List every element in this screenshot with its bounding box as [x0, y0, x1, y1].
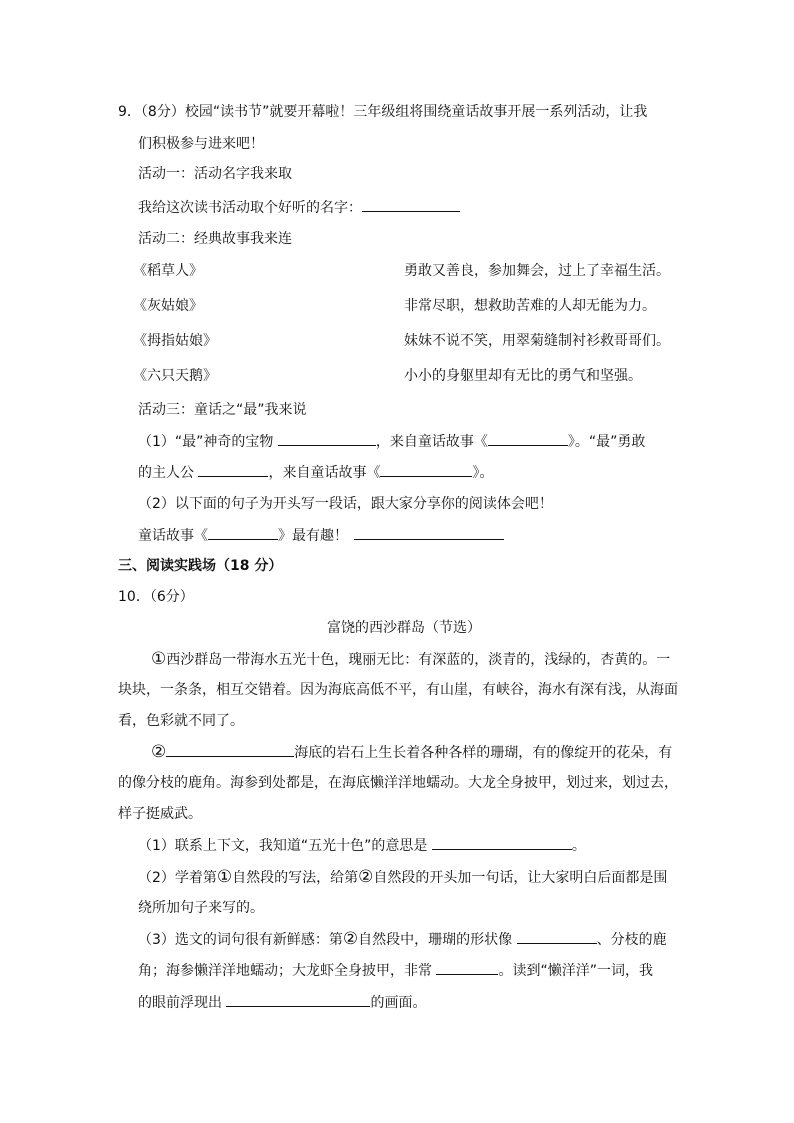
q10-sub2-line2: 绕所加句子来写的。 — [138, 900, 264, 916]
sub2-text-c: 自然段的开头加一句话，让大家明白后面都是围 — [373, 870, 668, 886]
para2-marker: ② — [151, 742, 167, 762]
book-title-4: 《六只天鹅》 — [133, 368, 217, 384]
fun-story-blank[interactable] — [208, 525, 278, 540]
q10-sub3-line1 — [138, 929, 667, 950]
q10-sub1 — [138, 835, 586, 856]
book-title-2: 《灰姑娘》 — [133, 298, 203, 314]
q10-sub3-line3 — [138, 992, 426, 1013]
sub3-text-e: 。读到“懒洋洋”一词，我 — [498, 963, 653, 979]
para2-opening-blank[interactable] — [166, 742, 294, 757]
sub2-text-b: 自然段的写法，给第 — [232, 870, 359, 886]
para1-text-l1: 西沙群岛一带海水五光十色，瑰丽无比：有深蓝的，淡青的，浅绿的，杏黄的。一 — [166, 652, 671, 668]
passage-title: 富饶的西沙群岛（节选） — [327, 620, 481, 636]
item2-text-b: 》最有趣！ — [278, 528, 348, 544]
item1-text-c: 》。“最”勇敢 — [567, 434, 646, 450]
q10-sub3-line2 — [138, 960, 653, 981]
activity3-title: 活动三：童话之“最”我来说 — [138, 402, 307, 418]
activity3-item2-answer — [138, 525, 504, 546]
fun-story-writing-blank[interactable] — [354, 525, 504, 540]
item1-text-f: 》。 — [472, 465, 494, 481]
hero-blank[interactable] — [198, 462, 268, 477]
sub3-marker: ② — [342, 929, 359, 949]
description-1: 勇敢又善良，参加舞会，过上了幸福生活。 — [404, 263, 670, 279]
description-4: 小小的身躯里却有无比的勇气和坚强。 — [404, 368, 642, 384]
section3-heading: 三、阅读实践场（18 分） — [118, 558, 283, 574]
passage-para1-line1 — [151, 649, 670, 670]
sub2-marker2: ② — [358, 867, 374, 887]
activity2-title: 活动二：经典故事我来连 — [138, 231, 292, 247]
activity1-prompt-text: 我给这次读书活动取个好听的名字： — [138, 200, 362, 216]
sub3-text-f: 的眼前浮现出 — [138, 995, 222, 1011]
scene-blank[interactable] — [226, 992, 370, 1007]
name-answer-blank[interactable] — [362, 197, 460, 212]
sub3-text-b: 自然段中，珊瑚的形状像 — [358, 932, 513, 948]
sub3-text-d: 角；海参懒洋洋地蠕动；大龙虾全身披甲，非常 — [138, 963, 432, 979]
passage-para1-line3: 看，色彩就不同了。 — [118, 713, 244, 729]
description-3: 妹妹不说不笑，用翠菊缝制衬衫救哥哥们。 — [404, 333, 670, 349]
item1-text-d: 的主人公 — [138, 465, 194, 481]
activity3-item2: （2）以下面的句子为开头写一段话，跟大家分享你的阅读体会吧！ — [138, 496, 553, 512]
q10-sub2-line1 — [138, 867, 667, 888]
hero-story-blank[interactable] — [380, 462, 472, 477]
q9-intro-line2: 们积极参与进来吧！ — [138, 136, 264, 152]
activity3-item1-line2 — [138, 462, 493, 483]
passage-para2-line1 — [151, 742, 672, 763]
sub1-text-b: 。 — [571, 838, 586, 854]
sub2-marker1: ① — [216, 867, 233, 887]
passage-para2-line3: 样子挺威武。 — [118, 806, 202, 822]
item1-text-a: （1）“最”神奇的宝物 — [138, 434, 274, 450]
item1-text-e: ，来自童话故事《 — [268, 465, 381, 481]
sub3-text-a: （3）选文的词句很有新鲜感：第 — [138, 932, 343, 948]
para2-text-l1: 海底的岩石上生长着各种各样的珊瑚，有的像绽开的花朵，有 — [294, 745, 673, 761]
sub1-text-a: （1）联系上下文，我知道“五光十色”的意思是 — [138, 838, 428, 854]
activity1-title: 活动一：活动名字我来取 — [138, 166, 292, 182]
sub3-text-g: 的画面。 — [370, 995, 427, 1011]
book-title-3: 《拇指姑娘》 — [133, 333, 217, 349]
q9-intro-line1: 9．（8分）校园“读书节”就要开幕啦！三年级组将围绕童话故事开展一系列活动，让我 — [118, 104, 648, 120]
lobster-blank[interactable] — [436, 960, 498, 975]
book-title-1: 《稻草人》 — [133, 263, 203, 279]
item2-text-a: 童话故事《 — [138, 528, 208, 544]
item1-text-b: ，来自童话故事《 — [375, 434, 488, 450]
activity1-prompt — [138, 197, 460, 218]
q10-label: 10．（6分） — [118, 589, 194, 605]
passage-para1-line2: 块块，一条条，相互交错着。因为海底高低不平，有山崖，有峡谷，海水有深有浅，从海面 — [118, 682, 678, 698]
coral-shape-blank[interactable] — [517, 929, 597, 944]
sub3-text-c: 、分枝的鹿 — [596, 932, 667, 948]
meaning-blank[interactable] — [432, 835, 572, 850]
description-2: 非常尽职，想救助苦难的人却无能为力。 — [404, 298, 656, 314]
treasure-story-blank[interactable] — [488, 431, 568, 446]
sub2-text-a: （2）学着第 — [138, 870, 217, 886]
activity3-item1-line1 — [138, 431, 645, 452]
para1-marker: ① — [151, 649, 167, 669]
passage-para2-line2: 的像分枝的鹿角。海参到处都是，在海底懒洋洋地蠕动。大龙全身披甲，划过来，划过去， — [118, 775, 678, 791]
treasure-blank[interactable] — [278, 431, 376, 446]
